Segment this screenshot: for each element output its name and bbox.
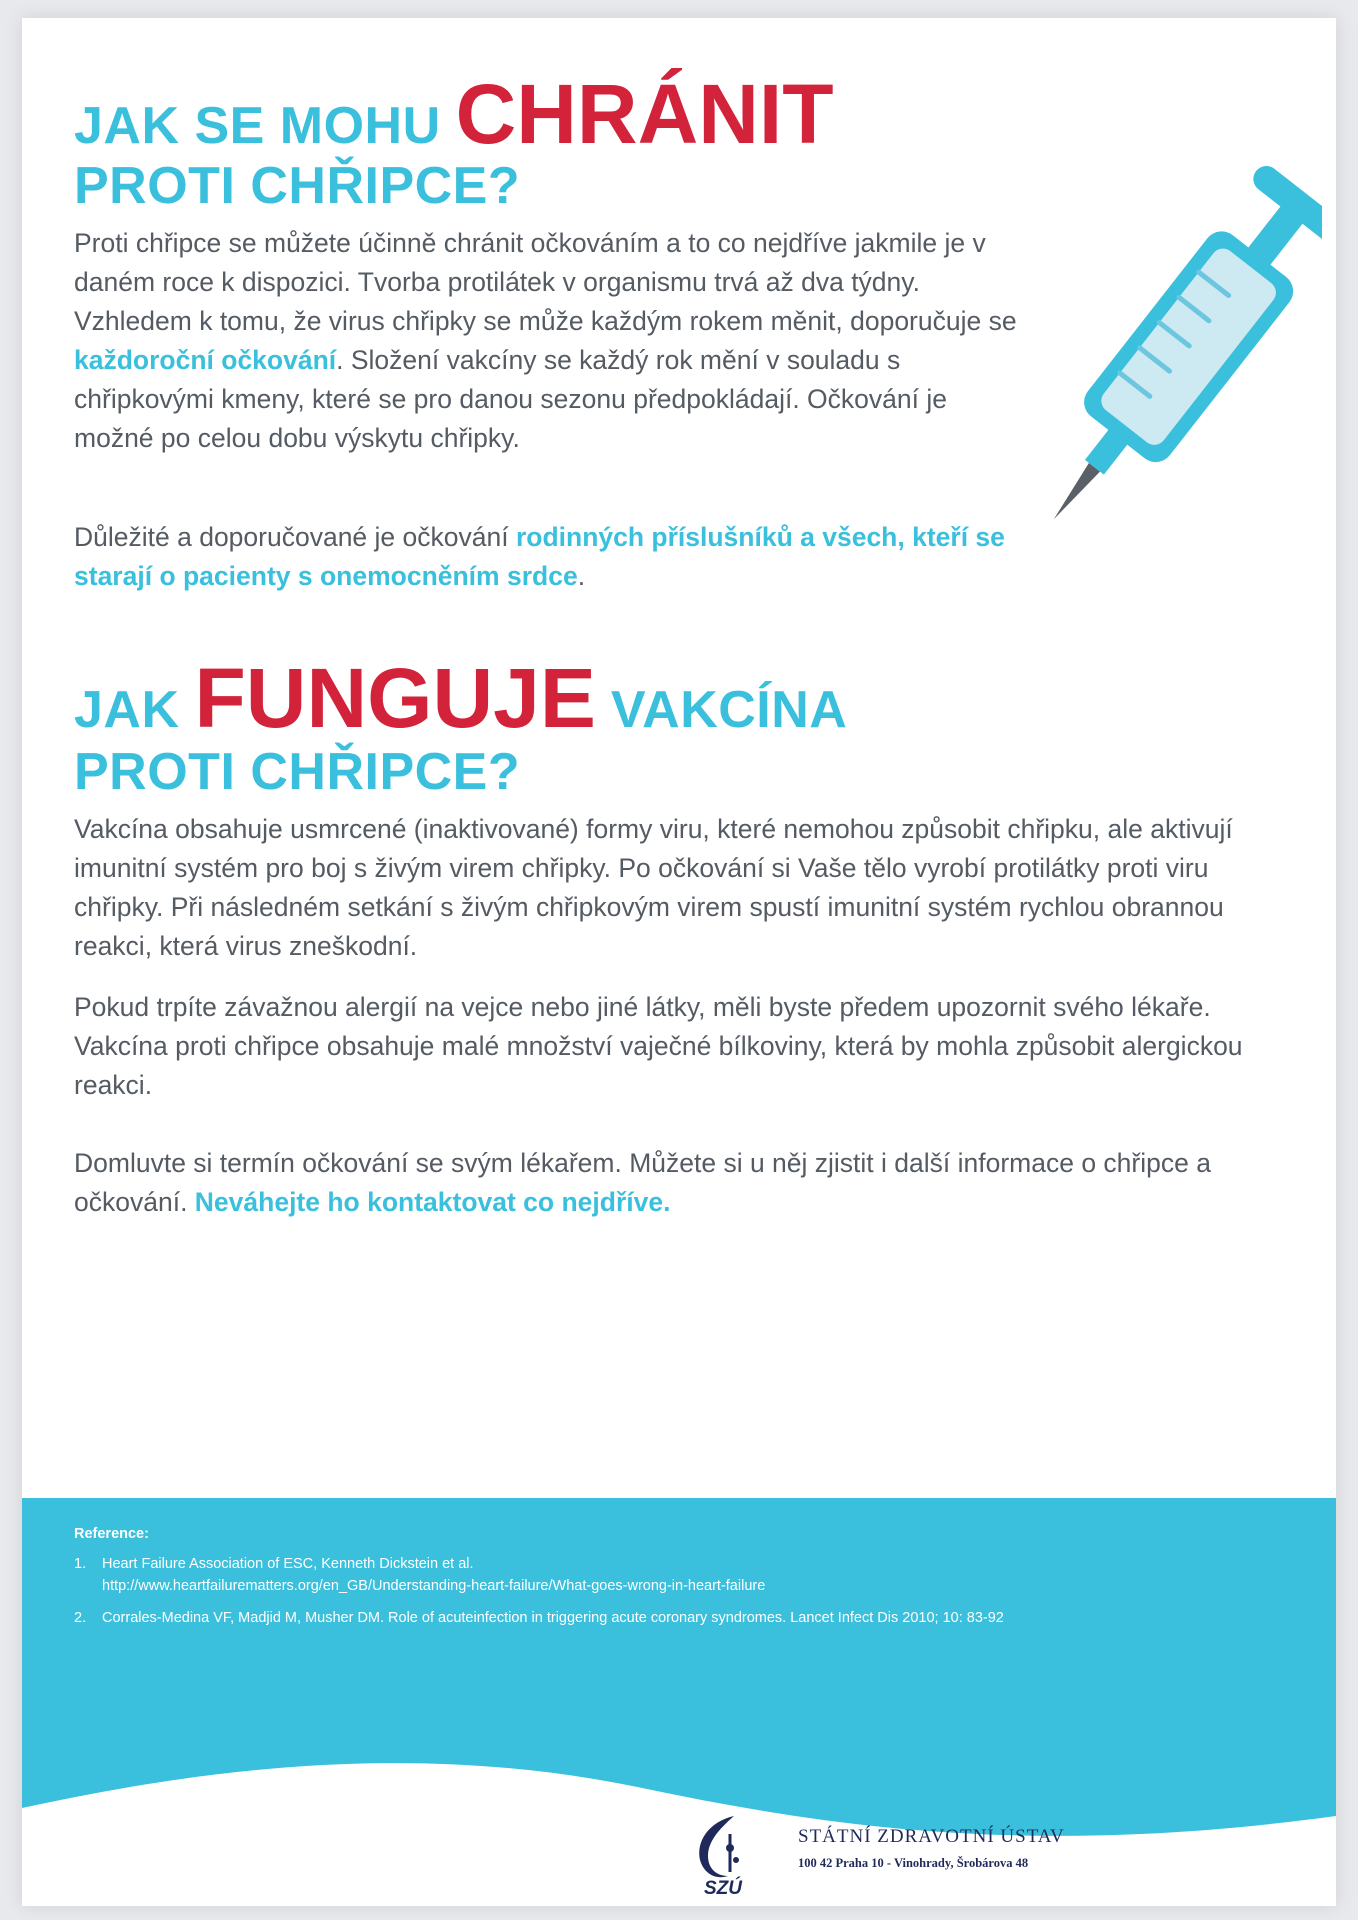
p2-text-b: . — [577, 561, 586, 591]
reference-number: 1. — [74, 1556, 87, 1572]
section1-heading-line2: PROTI CHŘIPCE? — [74, 157, 521, 215]
section1-heading-emphasis: CHRÁNIT — [455, 67, 834, 161]
section2-heading — [74, 651, 848, 750]
section1-heading-pre: JAK SE MOHU — [74, 97, 441, 155]
p1-highlight: každoroční očkování — [74, 345, 337, 375]
references — [74, 1523, 1284, 1639]
section2-heading-post: VAKCÍNA — [610, 681, 848, 739]
reference-item — [74, 1607, 1284, 1629]
reference-number: 2. — [74, 1610, 87, 1626]
reference-text: Corrales-Medina VF, Madjid M, Musher DM. Role of acuteinfection in triggering acute coronary syndromes. Lancet Infect Dis 2010; 10: 83-92 — [102, 1610, 1004, 1626]
section2-heading-line2: PROTI CHŘIPCE? — [74, 743, 521, 801]
section1-heading — [74, 67, 834, 166]
section2-paragraph-3 — [74, 1144, 1284, 1222]
syringe-icon — [1022, 158, 1322, 578]
section1-paragraph-2 — [74, 518, 1024, 596]
section2-paragraph-2: Pokud trpíte závažnou alergií na vejce nebo jiné látky, měli byste předem upozornit svého lékaře. Vakcína proti chřipce obsahuje malé množství vaječné bílkoviny, která by mohla způsobit alergickou reakci. — [74, 992, 1243, 1100]
institution-name: STÁTNÍ ZDRAVOTNÍ ÚSTAV — [798, 1826, 1065, 1847]
section2-heading-pre: JAK — [74, 681, 180, 739]
p5-highlight: Neváhejte ho kontaktovat co nejdříve. — [194, 1187, 671, 1217]
reference-url: http://www.heartfailurematters.org/en_GB/Understanding-heart-failure/What-goes-wrong-in-heart-failure — [102, 1578, 766, 1594]
p1-text-b: . Složení vakcíny se každý rok mění v souladu s chřipkovými kmeny, které se pro danou sezonu předpokládají. Očkování je možné po celou dobu výskytu chřipky. — [74, 345, 947, 453]
section2-heading-emphasis: FUNGUJE — [194, 651, 596, 745]
p1-text-a: Proti chřipce se můžete účinně chránit očkováním a to co nejdříve jakmile je v daném roce k dispozici. Tvorba protilátek v organismu trvá až dva týdny. Vzhledem k tomu, že virus chřipky se může každým rokem měnit, doporučuje se — [74, 228, 1017, 336]
reference-item — [74, 1553, 1284, 1597]
institution-address: 100 42 Praha 10 - Vinohrady, Šrobárova 48 — [798, 1856, 1029, 1870]
p2-text-a: Důležité a doporučované je očkování — [74, 522, 516, 552]
p2-highlight: rodinných příslušníků a všech, kteří se starají o pacienty s onemocněním srdce — [74, 522, 1005, 591]
szu-logo-abbrev: SZÚ — [704, 1878, 742, 1898]
szu-logo-icon — [690, 1812, 758, 1898]
section2-paragraph-1: Vakcína obsahuje usmrcené (inaktivované) formy viru, které nemohou způsobit chřipku, ale aktivují imunitní systém pro boj s živým virem chřipky. Po očkování si Vaše tělo vyrobí protilátky proti viru chřipky. Při následném setkání s živým chřipkovým virem spustí imunitní systém rychlou obrannou reakci, která virus zneškodní. — [74, 814, 1233, 961]
references-title: Reference: — [74, 1526, 149, 1542]
section1-paragraph-1 — [74, 224, 1024, 458]
references-list — [74, 1553, 1284, 1629]
p5-text-a: Domluvte si termín očkování se svým lékařem. Můžete si u něj zjistit i další informace o chřipce a očkování. — [74, 1148, 1211, 1217]
reference-text: Heart Failure Association of ESC, Kenneth Dickstein et al. — [102, 1556, 474, 1572]
szu-logo — [690, 1812, 1090, 1902]
leaflet-page — [22, 18, 1336, 1906]
